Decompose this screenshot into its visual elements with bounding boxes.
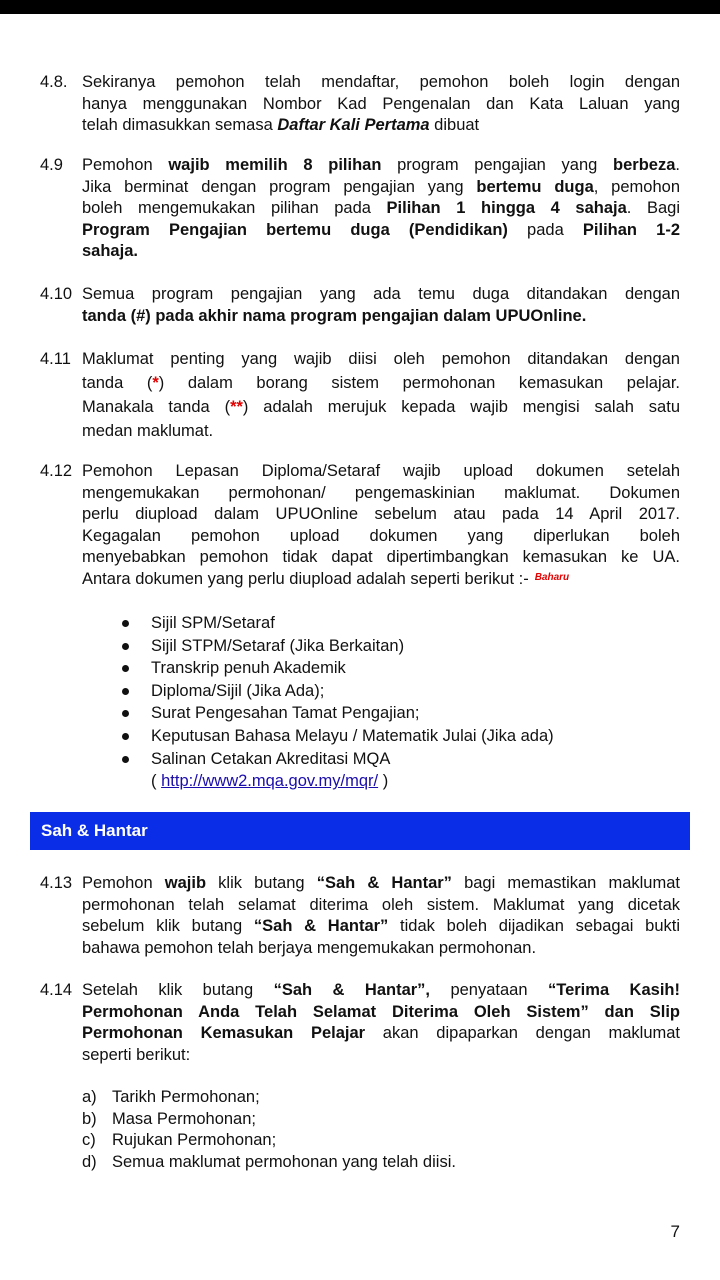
paragraph-text: Setelah klik butang “Sah & Hantar”, penyataan “Terima Kasih! Permohonan Anda Telah Selamat Diterima Oleh Sistem” dan Slip Permohonan Kemasukan Pelajar akan dipaparkan dengan maklumat seperti berikut:	[82, 981, 680, 1064]
item-number: 4.11	[40, 350, 71, 368]
mqa-link[interactable]: http://www2.mqa.gov.my/mqr/	[161, 772, 379, 791]
list-item: b) Masa Permohonan;	[82, 1109, 256, 1128]
page-number: 7	[670, 1222, 680, 1241]
item-number: 4.9	[40, 156, 63, 174]
paragraph-4-8	[0, 72, 720, 142]
item-number: 4.12	[40, 462, 73, 480]
bullet-icon	[122, 733, 129, 740]
list-item: Transkrip penuh Akademik	[118, 657, 554, 680]
bullet-icon	[122, 688, 129, 695]
bullet-icon	[122, 710, 129, 717]
paragraph-text: Pemohon wajib memilih 8 pilihan program pengajian yang berbeza. Jika berminat dengan program pengajian yang bertemu duga, pemohon boleh mengemukakan pilihan pada Pilihan 1 hingga 4 sahaja. Bagi Program Pengajian bertemu duga (Pendidikan) pada Pilihan 1-2 sahaja.	[82, 156, 680, 260]
section-heading	[30, 812, 690, 850]
mqa-link-row: ( http://www2.mqa.gov.my/mqr/ )	[151, 772, 389, 791]
item-number: 4.10	[40, 285, 73, 303]
bullet-icon	[122, 643, 129, 650]
paragraph-4-14	[0, 980, 720, 1070]
paragraph-text: Pemohon Lepasan Diploma/Setaraf wajib upload dokumen setelah mengemukakan permohonan/ pengemaskinian maklumat. Dokumen perlu diupload dalam UPUOnline sebelum atau pada 14 April 2017. Kegagalan pemohon upload dokumen yang diperlukan boleh menyebabkan pemohon tidak dapat dipertimbangkan kemasukan ke UA. Antara dokumen yang perlu diupload adalah seperti berikut :- $^{Baharu}$	[82, 462, 680, 588]
list-item: d) Semua maklumat permohonan yang telah diisi.	[82, 1152, 456, 1171]
paragraph-4-9	[0, 155, 720, 265]
list-item: Diploma/Sijil (Jika Ada);	[118, 680, 554, 703]
paragraph-text: Maklumat penting yang wajib diisi oleh pemohon ditandakan dengan tanda (*) dalam borang sistem permohonan kemasukan pelajar. Manakala tanda (**) adalah merujuk kepada wajib mengisi salah satu medan maklumat.	[82, 350, 680, 440]
list-item: Keputusan Bahasa Melayu / Matematik Julai (Jika ada)	[118, 725, 554, 748]
paragraph-text: Sekiranya pemohon telah mendaftar, pemohon boleh login dengan hanya menggunakan Nombor Kad Pengenalan dan Kata Laluan yang telah dimasukkan semasa Daftar Kali Pertama dibuat	[82, 73, 680, 134]
paragraph-4-10	[0, 284, 720, 330]
new-badge: Baharu	[534, 571, 570, 583]
bullet-icon	[122, 665, 129, 672]
paragraph-4-13	[0, 873, 720, 963]
list-item: Sijil SPM/Setaraf	[118, 612, 554, 635]
item-number: 4.13	[40, 874, 73, 892]
item-number: 4.8.	[40, 73, 68, 91]
status-bar	[0, 0, 720, 14]
paragraph-4-11	[0, 347, 720, 439]
required-marker: *	[152, 374, 159, 392]
bullet-icon	[122, 620, 129, 627]
item-number: 4.14	[40, 981, 73, 999]
document-list	[118, 612, 554, 793]
list-item: Surat Pengesahan Tamat Pengajian;	[118, 702, 554, 725]
paragraph-4-12	[0, 461, 720, 591]
section-heading-text: Sah & Hantar	[41, 821, 148, 840]
required-marker: **	[230, 398, 243, 416]
paragraph-text: Pemohon wajib klik butang “Sah & Hantar” bagi memastikan maklumat permohonan telah selamat diterima oleh sistem. Maklumat yang dicetak sebelum klik butang “Sah & Hantar” tidak boleh dijadikan sebagai bukti bahawa pemohon telah berjaya mengemukakan permohonan.	[82, 874, 681, 957]
paragraph-text: Semua program pengajian yang ada temu duga ditandakan dengan tanda (#) pada akhir nama program pengajian dalam UPUOnline.	[82, 285, 680, 325]
list-item: a) Tarikh Permohonan;	[82, 1088, 260, 1106]
list-item: Salinan Cetakan Akreditasi MQA	[118, 748, 554, 771]
list-item: c) Rujukan Permohonan;	[82, 1131, 277, 1149]
list-item: Sijil STPM/Setaraf (Jika Berkaitan)	[118, 635, 554, 658]
bullet-icon	[122, 756, 129, 763]
slip-details-list	[82, 1087, 456, 1173]
